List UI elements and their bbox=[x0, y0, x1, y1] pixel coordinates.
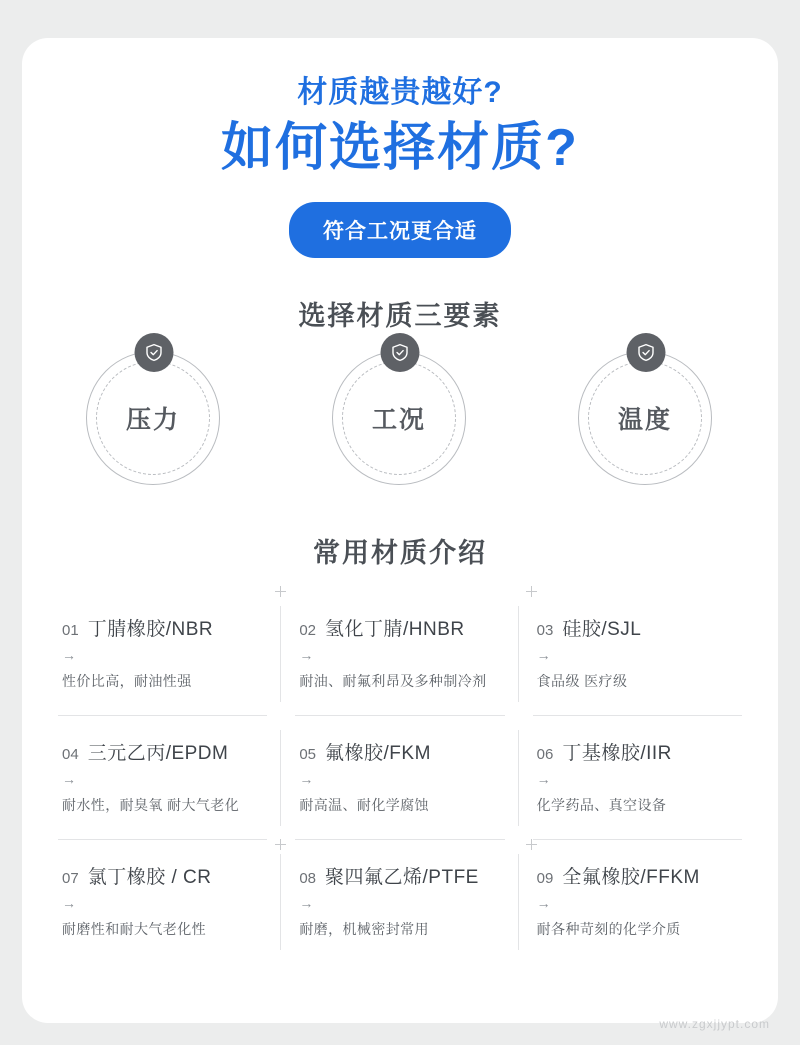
material-number: 05 bbox=[299, 745, 317, 763]
shield-check-icon bbox=[627, 333, 666, 372]
hero-pill-wrap bbox=[22, 202, 778, 258]
element-label: 工况 bbox=[371, 405, 426, 434]
material-name: 聚四氟乙烯/PTFE bbox=[325, 866, 479, 888]
material-name: 硅胶/SJL bbox=[562, 618, 642, 640]
element-circle-temperature bbox=[578, 351, 714, 487]
element-label: 压力 bbox=[125, 405, 180, 434]
material-head bbox=[299, 862, 514, 889]
material-card bbox=[519, 592, 756, 716]
material-name: 氢化丁腈/HNBR bbox=[325, 618, 465, 640]
materials-grid bbox=[44, 592, 756, 964]
material-number: 09 bbox=[536, 869, 554, 887]
watermark: www.zgxjjypt.com bbox=[659, 1017, 770, 1031]
material-card bbox=[44, 840, 281, 964]
material-desc: 耐磨，机械密封常用 bbox=[299, 920, 429, 937]
material-desc: 耐油、耐氟利昂及多种制冷剂 bbox=[299, 672, 487, 689]
plus-marker bbox=[526, 586, 537, 597]
materials-title: 常用材质介绍 bbox=[313, 537, 487, 568]
material-head bbox=[62, 738, 277, 765]
hero-pill-badge: 符合工况更合适 bbox=[289, 202, 511, 258]
material-number: 01 bbox=[62, 621, 79, 639]
material-head bbox=[62, 614, 277, 641]
material-name: 丁腈橡胶/NBR bbox=[87, 618, 214, 640]
arrow-icon: → bbox=[536, 770, 551, 787]
material-card bbox=[519, 840, 756, 964]
material-card bbox=[44, 592, 281, 716]
material-name: 三元乙丙/EPDM bbox=[87, 742, 229, 764]
material-name: 氟橡胶/FKM bbox=[325, 742, 431, 764]
material-name: 氯丁橡胶 / CR bbox=[87, 866, 212, 888]
material-name: 全氟橡胶/FFKM bbox=[562, 866, 700, 888]
material-card bbox=[281, 716, 518, 840]
material-head bbox=[299, 738, 514, 765]
material-desc: 耐高温、耐化学腐蚀 bbox=[299, 796, 429, 813]
plus-marker bbox=[275, 586, 286, 597]
element-circle-condition bbox=[332, 351, 468, 487]
material-desc: 性价比高，耐油性强 bbox=[62, 672, 192, 689]
element-circle-pressure bbox=[86, 351, 222, 487]
material-head bbox=[537, 738, 752, 765]
material-card bbox=[281, 592, 518, 716]
arrow-icon: → bbox=[299, 646, 314, 663]
material-head bbox=[537, 862, 752, 889]
arrow-icon: → bbox=[62, 770, 76, 787]
material-number: 08 bbox=[299, 869, 317, 887]
three-elements-title: 选择材质三要素 bbox=[298, 300, 502, 331]
material-number: 04 bbox=[62, 745, 79, 763]
material-card bbox=[44, 716, 281, 840]
arrow-icon: → bbox=[536, 894, 551, 911]
arrow-icon: → bbox=[299, 894, 314, 911]
arrow-icon: → bbox=[62, 894, 76, 911]
plus-marker bbox=[275, 839, 286, 850]
material-number: 02 bbox=[299, 621, 317, 639]
material-head bbox=[62, 862, 277, 889]
material-desc: 耐磨性和耐大气老化性 bbox=[62, 920, 206, 937]
material-head bbox=[537, 614, 752, 641]
arrow-icon: → bbox=[62, 646, 76, 663]
arrow-icon: → bbox=[299, 770, 314, 787]
arrow-icon: → bbox=[536, 646, 551, 663]
hero-subtitle: 材质越贵越好? bbox=[297, 76, 503, 109]
shield-check-icon bbox=[135, 333, 174, 372]
hero-section bbox=[22, 38, 778, 258]
page-title: 如何选择材质? bbox=[221, 119, 579, 177]
three-elements-circles bbox=[22, 351, 778, 487]
element-label: 温度 bbox=[617, 405, 672, 434]
content-card bbox=[22, 38, 778, 1023]
material-desc: 化学药品、真空设备 bbox=[536, 796, 667, 813]
material-name: 丁基橡胶/IIR bbox=[562, 742, 672, 764]
material-desc: 食品级 医疗级 bbox=[536, 672, 628, 689]
material-number: 06 bbox=[536, 745, 554, 763]
plus-marker bbox=[526, 839, 537, 850]
material-card bbox=[281, 840, 518, 964]
material-card bbox=[519, 716, 756, 840]
shield-check-icon bbox=[381, 333, 420, 372]
material-desc: 耐各种苛刻的化学介质 bbox=[536, 920, 681, 937]
material-number: 03 bbox=[536, 621, 554, 639]
material-number: 07 bbox=[62, 869, 79, 887]
material-desc: 耐水性，耐臭氧 耐大气老化 bbox=[62, 796, 240, 813]
material-head bbox=[299, 614, 514, 641]
